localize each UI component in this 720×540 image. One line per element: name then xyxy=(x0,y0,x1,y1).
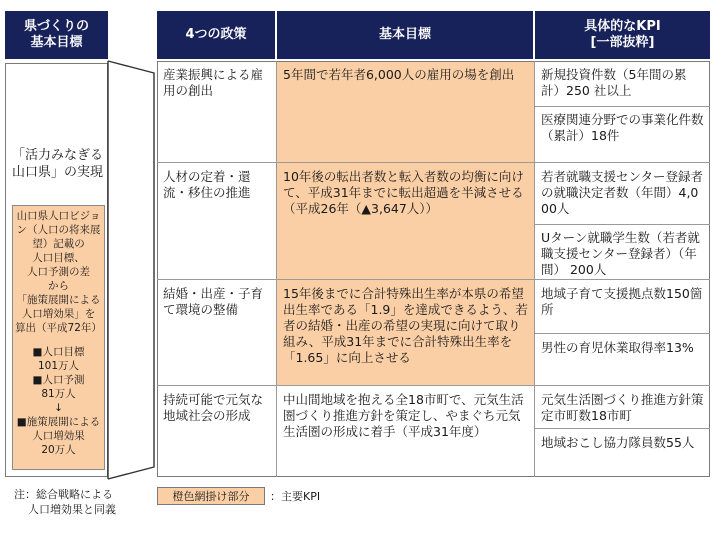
goal-cell: 15年後までに合計特殊出生率が本県の希望出生率である「1.9」を達成できるよう、若者の結婚・出産の希望の実現に向けて取り組み、平成31年までに合計特殊出生率を「1.65」に向上させる xyxy=(283,286,528,365)
box-line: 算出（平成72年） xyxy=(15,322,102,334)
kpi-cell: 元気生活圏づくり推進方針策定市町数18市町 xyxy=(541,392,704,423)
box-line: 望）記載の xyxy=(32,238,85,250)
header-policy: 4つの政策 xyxy=(157,11,275,59)
effect-value: 20万人 xyxy=(41,444,76,456)
header-goal: 基本目標 xyxy=(277,11,533,59)
bracket-arrow-shape xyxy=(106,55,164,485)
effect-label: ■施策展開による xyxy=(16,416,101,428)
kpi-cell: 地域おこし協力隊員数55人 xyxy=(541,435,695,450)
box-line: 人口増効果」を xyxy=(21,308,96,320)
header-kpi xyxy=(535,11,710,59)
goal-cell: 10年後の転出者数と転入者数の均衡に向けて、平成31年までに転出超過を半減させる（平成26年（▲3,647人）） xyxy=(283,169,524,216)
policy-cell: 人材の定着・還流・移住の推進 xyxy=(163,169,251,200)
box-line: 人口予測の差 xyxy=(27,266,90,278)
box-line: 山口県人口ビジョ xyxy=(16,210,101,222)
header-kpi-line-1: 具体的なKPI xyxy=(584,19,661,34)
vision-line-1: 「活力みなぎる xyxy=(12,148,104,163)
effect-label: 人口増効果 xyxy=(32,430,85,442)
footnote xyxy=(14,487,154,517)
divider xyxy=(157,162,710,163)
forecast-label: ■人口予測 xyxy=(32,374,85,386)
forecast-value: 81万人 xyxy=(41,388,76,400)
policy-cell: 結婚・出産・子育て環境の整備 xyxy=(163,286,264,317)
population-effect-box xyxy=(12,205,105,470)
kpi-cell: Uターン就職学生数（若者就職支援センター登録者）（年間） 200人 xyxy=(541,230,700,277)
box-line: から xyxy=(48,280,69,292)
left-header xyxy=(5,11,108,59)
policy-cell: 産業振興による雇用の創出 xyxy=(163,67,264,98)
box-line: ン（人口の将来展 xyxy=(16,224,101,236)
footnote-line-1: 注：総合戦略による xyxy=(14,488,113,501)
divider xyxy=(535,224,710,225)
divider xyxy=(535,428,710,429)
kpi-cell: 若者就職支援センター登録者の就職決定者数（年間）4,000人 xyxy=(541,169,704,216)
divider xyxy=(157,385,710,386)
divider xyxy=(535,333,710,334)
target-value: 101万人 xyxy=(37,360,80,372)
goal-cell: 中山間地域を抱える全18市町で、元気生活圏づくり推進方針を策定し、やまぐち元気生活圏の形成に着手（平成31年度） xyxy=(283,392,524,439)
divider xyxy=(535,106,710,107)
legend-meaning: ：主要KPI xyxy=(270,490,321,503)
box-line: 「施策展開による xyxy=(16,294,101,306)
header-kpi-line-2: [一部抜粋] xyxy=(590,35,655,50)
policy-cell: 持続可能で元気な地域社会の形成 xyxy=(163,392,264,423)
down-arrow-icon: ↓ xyxy=(54,402,63,414)
kpi-cell: 医療関連分野での事業化件数（累計）18件 xyxy=(541,112,704,143)
target-label: ■人口目標 xyxy=(32,346,85,358)
kpi-cell: 男性の育児休業取得率13% xyxy=(541,340,694,355)
box-line: 人口目標、 xyxy=(32,252,85,264)
footnote-line-2: 人口増効果と同義 xyxy=(28,503,116,516)
kpi-cell: 新規投資件数（5年間の累計）250 社以上 xyxy=(541,67,687,98)
legend-swatch: 橙色網掛け部分 xyxy=(157,487,265,505)
left-header-line-1: 県づくりの xyxy=(23,19,89,34)
left-header-line-2: 基本目標 xyxy=(30,35,83,50)
vision-text xyxy=(12,147,107,181)
vision-line-2: 山口県」の実現 xyxy=(12,165,104,180)
goal-cell: 5年間で若年者6,000人の雇用の場を創出 xyxy=(283,67,515,82)
kpi-cell: 地域子育て支援拠点数150箇所 xyxy=(541,286,703,317)
